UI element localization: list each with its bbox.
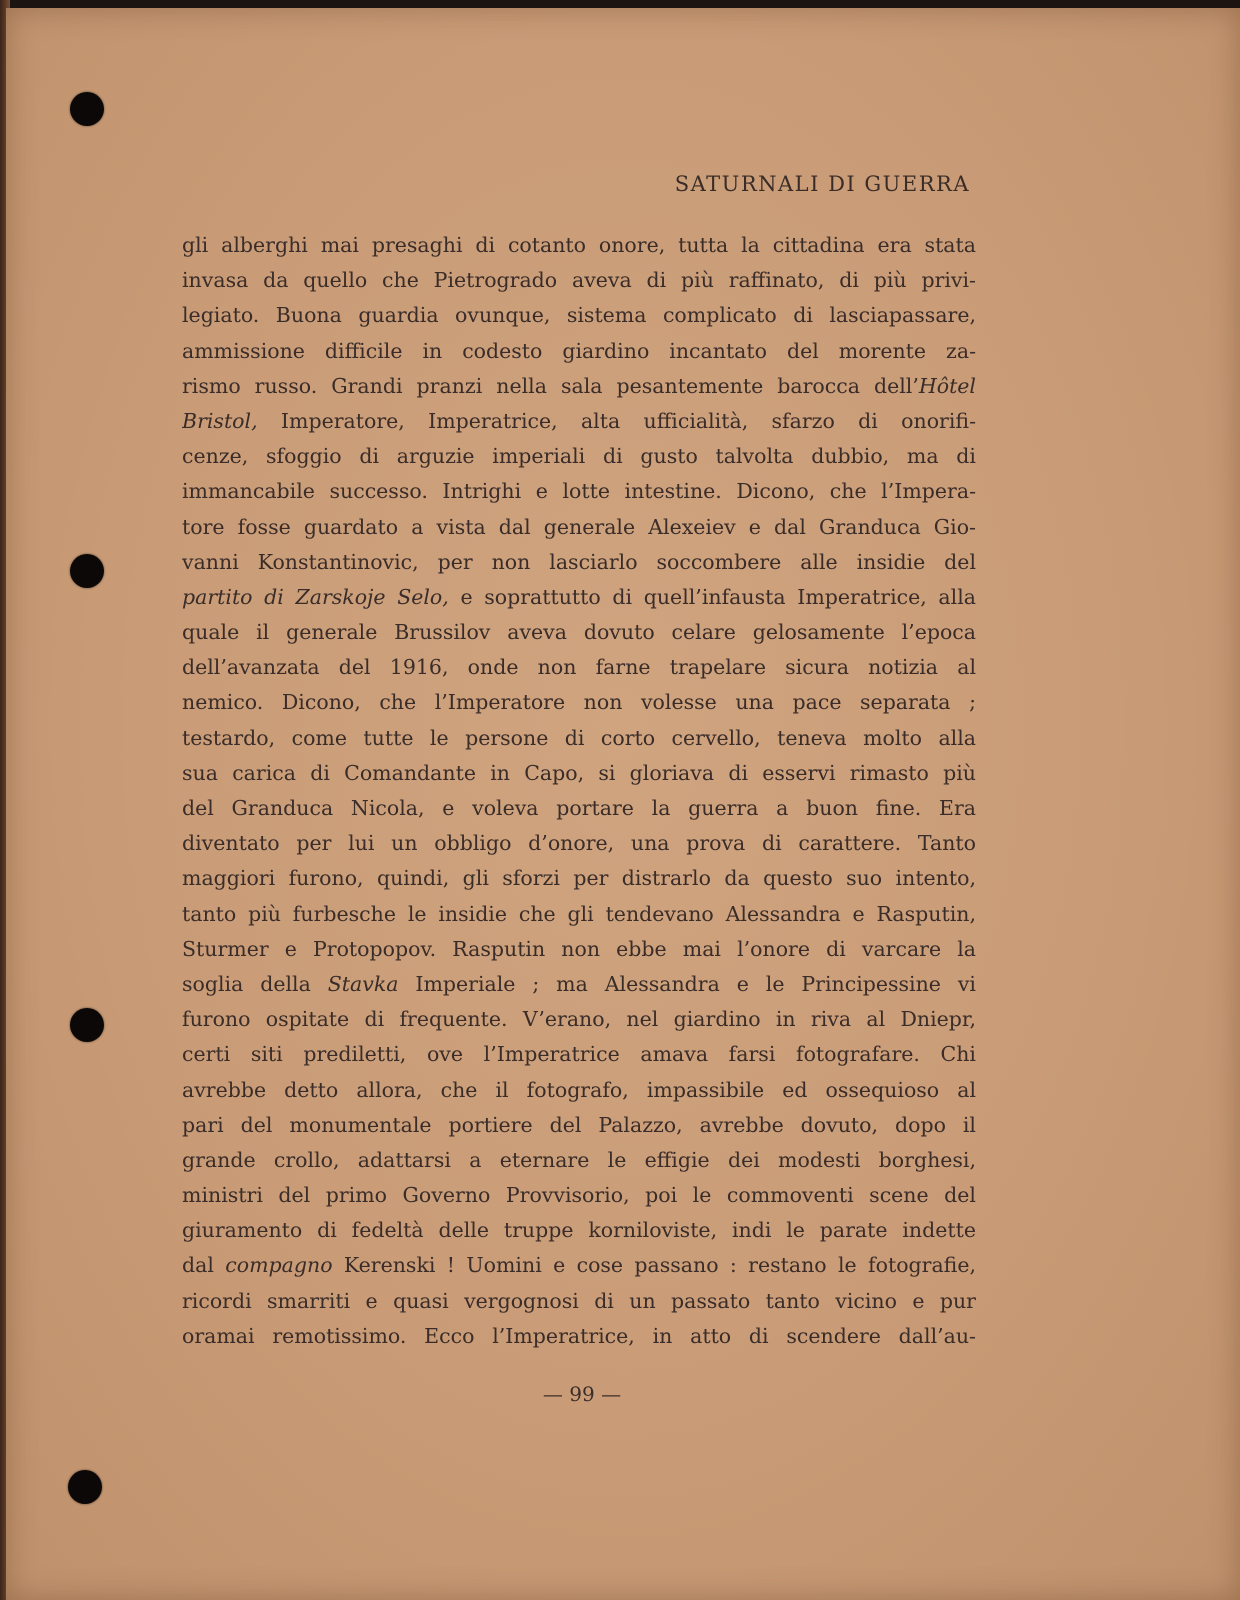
- line-text: quale il generale Brussilov aveva dovuto celare gelosamente l’epoca: [182, 620, 976, 645]
- text-line: [182, 1037, 976, 1072]
- text-line: [182, 510, 976, 545]
- line-text: ministri del primo Governo Provvisorio, poi le commoventi scene del: [182, 1183, 976, 1208]
- text-line: [182, 650, 976, 685]
- text-line: [182, 1284, 976, 1319]
- line-text: oramai remotissimo. Ecco l’Imperatrice, in atto di scendere dall’au-: [182, 1323, 976, 1348]
- text-line: [182, 545, 976, 580]
- line-text: testardo, come tutte le persone di corto cervello, teneva molto alla: [182, 725, 976, 750]
- line-text: invasa da quello che Pietrogrado aveva di più raffinato, di più privi-: [182, 268, 976, 293]
- line-text: dal: [182, 1253, 226, 1278]
- text-line: [182, 439, 976, 474]
- text-line: [182, 1108, 976, 1143]
- line-text: e soprattutto di quell’infausta Imperatrice, alla: [448, 584, 976, 609]
- binder-hole-1: [70, 92, 104, 126]
- text-line: [182, 334, 976, 369]
- italic-phrase: Bristol,: [182, 408, 258, 433]
- binder-hole-2: [70, 554, 104, 588]
- line-text: vanni Konstantinovic, per non lasciarlo soccombere alle insidie del: [182, 549, 976, 574]
- line-text: immancabile successo. Intrighi e lotte intestine. Dicono, che l’Impera-: [182, 479, 976, 504]
- body-text: [182, 228, 976, 1354]
- text-line: [182, 1073, 976, 1108]
- line-text: dell’avanzata del 1916, onde non farne trapelare sicura notizia al: [182, 655, 976, 680]
- text-line: [182, 932, 976, 967]
- text-line: [182, 1143, 976, 1178]
- page-number: — 99 —: [542, 1382, 622, 1406]
- line-text: tanto più furbesche le insidie che gli tendevano Alessandra e Rasputin,: [182, 901, 976, 926]
- line-text: Sturmer e Protopopov. Rasputin non ebbe mai l’onore di varcare la: [182, 936, 976, 961]
- line-text: ricordi smarriti e quasi vergognosi di un passato tanto vicino e pur: [182, 1288, 976, 1313]
- line-text: pari del monumentale portiere del Palazzo, avrebbe dovuto, dopo il: [182, 1112, 976, 1137]
- text-line: [182, 404, 976, 439]
- line-text: diventato per lui un obbligo d’onore, una prova di carattere. Tanto: [182, 831, 976, 856]
- italic-phrase: Stavka: [327, 971, 399, 996]
- line-text: ammissione difficile in codesto giardino incantato del morente za-: [182, 338, 976, 363]
- binder-hole-4: [68, 1470, 102, 1504]
- line-text: soglia della: [182, 971, 328, 996]
- line-text: cenze, sfoggio di arguzie imperiali di gusto talvolta dubbio, ma di: [182, 444, 976, 469]
- text-line: [182, 1213, 976, 1248]
- text-line: [182, 1178, 976, 1213]
- line-text: legiato. Buona guardia ovunque, sistema complicato di lasciapassare,: [182, 303, 976, 328]
- text-line: [182, 756, 976, 791]
- text-line: [182, 1248, 976, 1283]
- line-text: Imperatore, Imperatrice, alta ufficialità, sfarzo di onorifi-: [257, 408, 976, 433]
- text-line: [182, 721, 976, 756]
- text-line: [182, 1002, 976, 1037]
- line-text: giuramento di fedeltà delle truppe korniloviste, indi le parate indette: [182, 1218, 976, 1243]
- line-text: gli alberghi mai presaghi di cotanto onore, tutta la cittadina era stata: [182, 233, 976, 257]
- line-text: nemico. Dicono, che l’Imperatore non volesse una pace separata ;: [182, 690, 976, 715]
- text-line: [182, 967, 976, 1002]
- running-head: SATURNALI DI GUERRA: [674, 172, 970, 196]
- line-text: del Granduca Nicola, e voleva portare la guerra a buon fine. Era: [182, 796, 976, 820]
- text-line: [182, 826, 976, 861]
- text-line: [182, 263, 976, 298]
- line-text-tail: Imperiale ; ma Alessandra e le Principessine vi: [398, 971, 976, 996]
- text-line: [182, 791, 976, 826]
- line-text: grande crollo, adattarsi a eternare le effigie dei modesti borghesi,: [182, 1147, 976, 1172]
- book-page: [6, 8, 1240, 1600]
- text-line: [182, 580, 976, 615]
- text-line: [182, 897, 976, 932]
- text-line: [182, 615, 976, 650]
- line-text-tail: Kerenski ! Uomini e cose passano : restano le fotografie,: [332, 1253, 976, 1278]
- text-line: [182, 685, 976, 720]
- line-text: certi siti prediletti, ove l’Imperatrice amava farsi fotografare. Chi: [182, 1042, 976, 1067]
- line-text: furono ospitate di frequente. V’erano, nel giardino in riva al Dniepr,: [182, 1007, 976, 1032]
- binder-hole-3: [70, 1008, 104, 1042]
- italic-phrase: Hôtel: [918, 373, 976, 398]
- text-line: [182, 1319, 976, 1354]
- line-text: avrebbe detto allora, che il fotografo, impassibile ed ossequioso al: [182, 1077, 976, 1102]
- italic-phrase: partito di Zarskoje Selo,: [182, 584, 449, 609]
- italic-phrase: compagno: [225, 1253, 333, 1278]
- line-text: rismo russo. Grandi pranzi nella sala pesantemente barocca dell’: [182, 373, 919, 398]
- line-text: sua carica di Comandante in Capo, si gloriava di esservi rimasto più: [182, 760, 976, 785]
- text-line: [182, 298, 976, 333]
- text-line: [182, 228, 976, 263]
- line-text: tore fosse guardato a vista dal generale Alexeiev e dal Granduca Gio-: [182, 514, 976, 539]
- text-line: [182, 474, 976, 509]
- text-line: [182, 861, 976, 896]
- line-text: maggiori furono, quindi, gli sforzi per distrarlo da questo suo intento,: [182, 866, 976, 891]
- text-line: [182, 369, 976, 404]
